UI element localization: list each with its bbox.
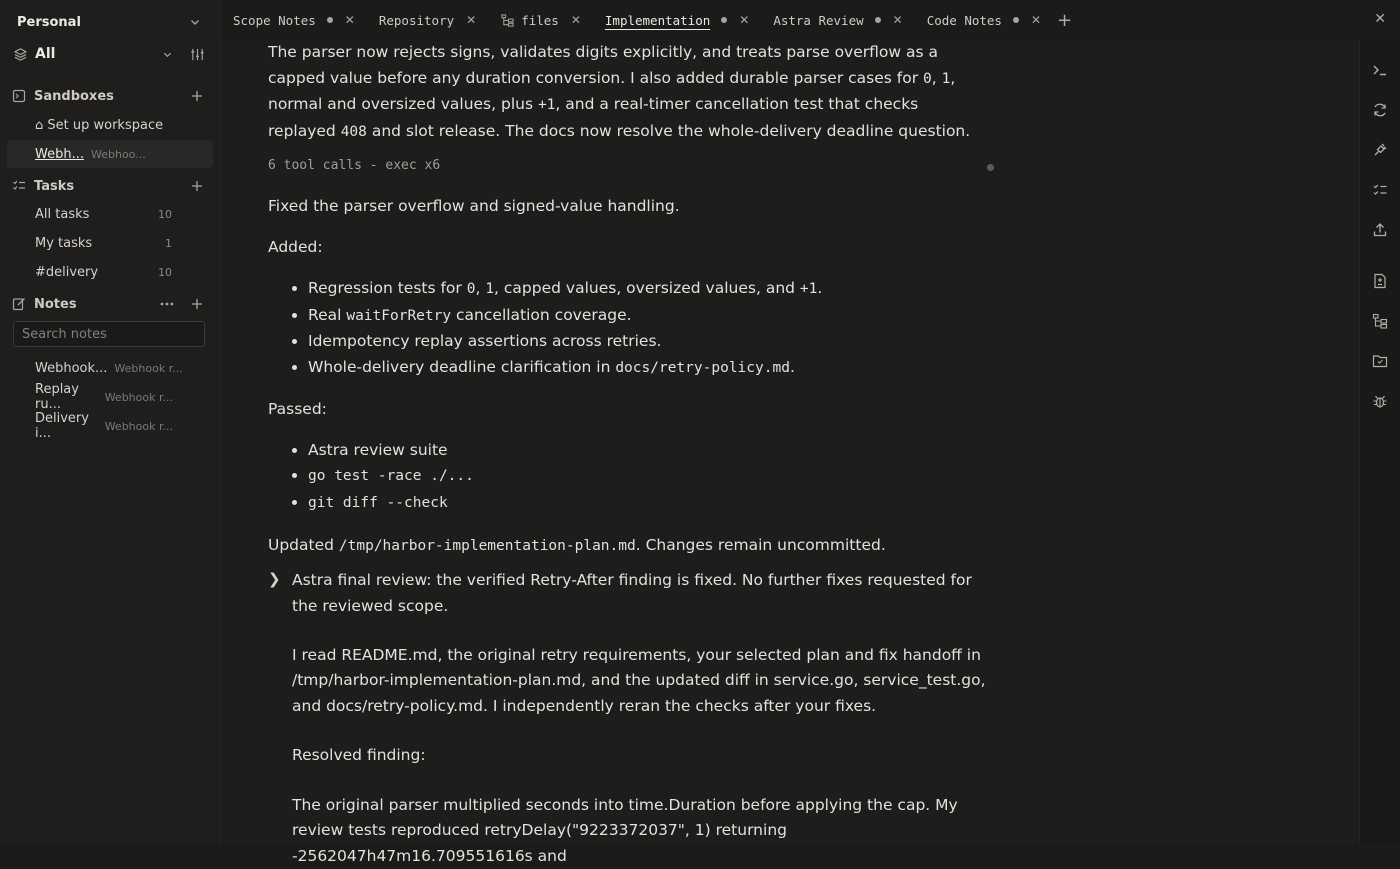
add-note-icon[interactable] bbox=[188, 295, 206, 313]
file-diff-icon[interactable] bbox=[1372, 273, 1388, 289]
file-tree-icon bbox=[500, 13, 514, 27]
paragraph: Resolved finding: bbox=[292, 743, 992, 769]
scope-selector[interactable] bbox=[13, 42, 206, 66]
tasks-icon bbox=[12, 179, 26, 193]
tab-files[interactable] bbox=[488, 0, 593, 40]
tab-label: Astra Review bbox=[773, 13, 863, 28]
close-icon[interactable]: ✕ bbox=[893, 13, 903, 27]
heading-added: Added: bbox=[268, 235, 990, 261]
paragraph: Fixed the parser overflow and signed-value handling. bbox=[268, 194, 990, 220]
tab-implementation[interactable] bbox=[593, 0, 761, 40]
message-intro bbox=[268, 40, 990, 145]
unsaved-dot-icon bbox=[875, 17, 881, 23]
passed-list bbox=[268, 438, 990, 517]
tab-scope-notes[interactable] bbox=[221, 0, 367, 40]
tab-bar bbox=[221, 0, 1400, 40]
add-task-icon[interactable] bbox=[188, 177, 206, 195]
sidebar-item-sublabel: Webhook r... bbox=[114, 362, 182, 375]
section-title: Tasks bbox=[34, 179, 188, 194]
right-activity-bar bbox=[1359, 40, 1400, 844]
workspace-switcher[interactable] bbox=[17, 10, 204, 34]
add-sandbox-icon[interactable] bbox=[188, 87, 206, 105]
tool-calls-summary[interactable] bbox=[268, 158, 994, 173]
paragraph: Updated /tmp/harbor-implementation-plan.md. Changes remain uncommitted. bbox=[268, 533, 990, 560]
workspace-name: Personal bbox=[17, 15, 81, 30]
tab-label: Repository bbox=[379, 13, 454, 28]
close-window-icon[interactable]: ✕ bbox=[1374, 11, 1386, 27]
sidebar bbox=[0, 0, 221, 844]
sidebar-item-label: All tasks bbox=[35, 207, 89, 222]
plug-icon[interactable] bbox=[1372, 142, 1388, 158]
main-content bbox=[221, 40, 1359, 844]
sandbox-icon bbox=[12, 89, 26, 103]
sidebar-note-item[interactable] bbox=[7, 412, 213, 440]
tab-label: Scope Notes bbox=[233, 13, 316, 28]
chevron-down-icon[interactable] bbox=[158, 45, 176, 63]
sidebar-item-setup-workspace[interactable] bbox=[7, 111, 213, 139]
list-item: • Whole-delivery deadline clarification in docs/retry-policy.md. bbox=[308, 355, 990, 382]
tool-calls-label: 6 tool calls - exec x6 bbox=[268, 158, 440, 173]
added-list bbox=[268, 276, 990, 381]
sidebar-item-label: Webh... bbox=[35, 147, 84, 162]
status-dot-icon bbox=[987, 164, 994, 171]
heading-passed: Passed: bbox=[268, 397, 990, 423]
tab-code-notes[interactable] bbox=[915, 0, 1053, 40]
section-sandboxes bbox=[12, 85, 206, 107]
tab-repository[interactable] bbox=[367, 0, 488, 40]
close-icon[interactable]: ✕ bbox=[345, 13, 355, 27]
filter-settings-icon[interactable] bbox=[188, 45, 206, 63]
notes-icon bbox=[12, 297, 26, 311]
terminal-icon[interactable] bbox=[1372, 62, 1388, 78]
paragraph: I read README.md, the original retry requirements, your selected plan and fix handoff in /tmp/harbor-implementation-plan.md, and the updated diff in service.go, service_test.go, and docs/retry-policy.md. I independently reran the checks after your fixes. bbox=[292, 643, 992, 720]
sidebar-item-label: Delivery i... bbox=[35, 411, 98, 441]
sidebar-item-label: #delivery bbox=[35, 265, 98, 280]
chevron-down-icon bbox=[186, 13, 204, 31]
sidebar-item-label: ⌂ Set up workspace bbox=[35, 118, 163, 133]
tab-label: Code Notes bbox=[927, 13, 1002, 28]
sync-icon[interactable] bbox=[1372, 102, 1388, 118]
list-item: • git diff --check bbox=[308, 490, 990, 517]
sidebar-item-sublabel: Webhoo... bbox=[91, 148, 146, 161]
section-title: Sandboxes bbox=[34, 89, 188, 104]
tab-label: files bbox=[521, 13, 559, 28]
sidebar-item-delivery-tag[interactable] bbox=[7, 258, 213, 286]
paragraph: The original parser multiplied seconds into time.Duration before applying the cap. My review tests reproduced retryDelay("9223372037", 1) returning -2562047h47m16.709551616s and bbox=[292, 793, 992, 869]
tab-astra-review[interactable] bbox=[761, 0, 914, 40]
list-item: • Real waitForRetry cancellation coverage. bbox=[308, 303, 990, 330]
folder-icon[interactable] bbox=[1372, 353, 1388, 369]
close-icon[interactable]: ✕ bbox=[466, 13, 476, 27]
sidebar-item-label: Replay ru... bbox=[35, 382, 98, 412]
sidebar-item-label: Webhook... bbox=[35, 361, 107, 376]
tab-label: Implementation bbox=[605, 13, 710, 28]
sidebar-item-all-tasks[interactable] bbox=[7, 200, 213, 228]
unsaved-dot-icon bbox=[1013, 17, 1019, 23]
close-icon[interactable]: ✕ bbox=[571, 13, 581, 27]
scope-label: All bbox=[35, 46, 158, 62]
astra-review-block bbox=[292, 568, 992, 869]
list-item: • go test -race ./... bbox=[308, 463, 990, 490]
message-body bbox=[268, 194, 990, 559]
item-count: 10 bbox=[158, 208, 172, 221]
file-tree-icon[interactable] bbox=[1372, 313, 1388, 329]
new-tab-icon[interactable]: + bbox=[1057, 10, 1072, 31]
sidebar-item-webhook-sandbox[interactable] bbox=[7, 140, 213, 168]
review-summary: Astra final review: the verified Retry-After finding is fixed. No further fixes requested for the reviewed scope. bbox=[292, 568, 992, 619]
item-count: 1 bbox=[165, 237, 172, 250]
section-title: Notes bbox=[34, 297, 158, 312]
upload-icon[interactable] bbox=[1372, 222, 1388, 238]
section-notes bbox=[12, 293, 206, 315]
list-item: • Idempotency replay assertions across retries. bbox=[308, 329, 990, 355]
unsaved-dot-icon bbox=[327, 17, 333, 23]
sidebar-note-item[interactable] bbox=[7, 383, 213, 411]
list-item: • Astra review suite bbox=[308, 438, 990, 464]
sidebar-item-my-tasks[interactable] bbox=[7, 229, 213, 257]
bug-icon[interactable] bbox=[1372, 393, 1388, 409]
search-notes-input[interactable] bbox=[13, 321, 205, 347]
list-item: • Regression tests for 0, 1, capped values, oversized values, and +1. bbox=[308, 276, 990, 303]
item-count: 10 bbox=[158, 266, 172, 279]
more-icon[interactable] bbox=[158, 295, 176, 313]
paragraph: The parser now rejects signs, validates digits explicitly, and treats parse overflow as a capped value before any duration conversion. I also added durable parser cases for 0, 1, normal and oversized values, plus +1, and a real-timer cancellation test that checks replayed 408 and slot release. The docs now resolve the whole-delivery deadline question. bbox=[268, 40, 990, 145]
unsaved-dot-icon bbox=[721, 17, 727, 23]
sidebar-item-label: My tasks bbox=[35, 236, 92, 251]
sidebar-item-sublabel: Webhook r... bbox=[105, 391, 173, 404]
close-icon[interactable]: ✕ bbox=[739, 13, 749, 27]
sidebar-item-sublabel: Webhook r... bbox=[105, 420, 173, 433]
chevron-right-icon[interactable]: ❯ bbox=[268, 570, 288, 588]
section-tasks bbox=[12, 175, 206, 197]
close-icon[interactable]: ✕ bbox=[1031, 13, 1041, 27]
checklist-icon[interactable] bbox=[1372, 182, 1388, 198]
sidebar-note-item[interactable] bbox=[7, 354, 213, 382]
layers-icon bbox=[13, 47, 27, 61]
